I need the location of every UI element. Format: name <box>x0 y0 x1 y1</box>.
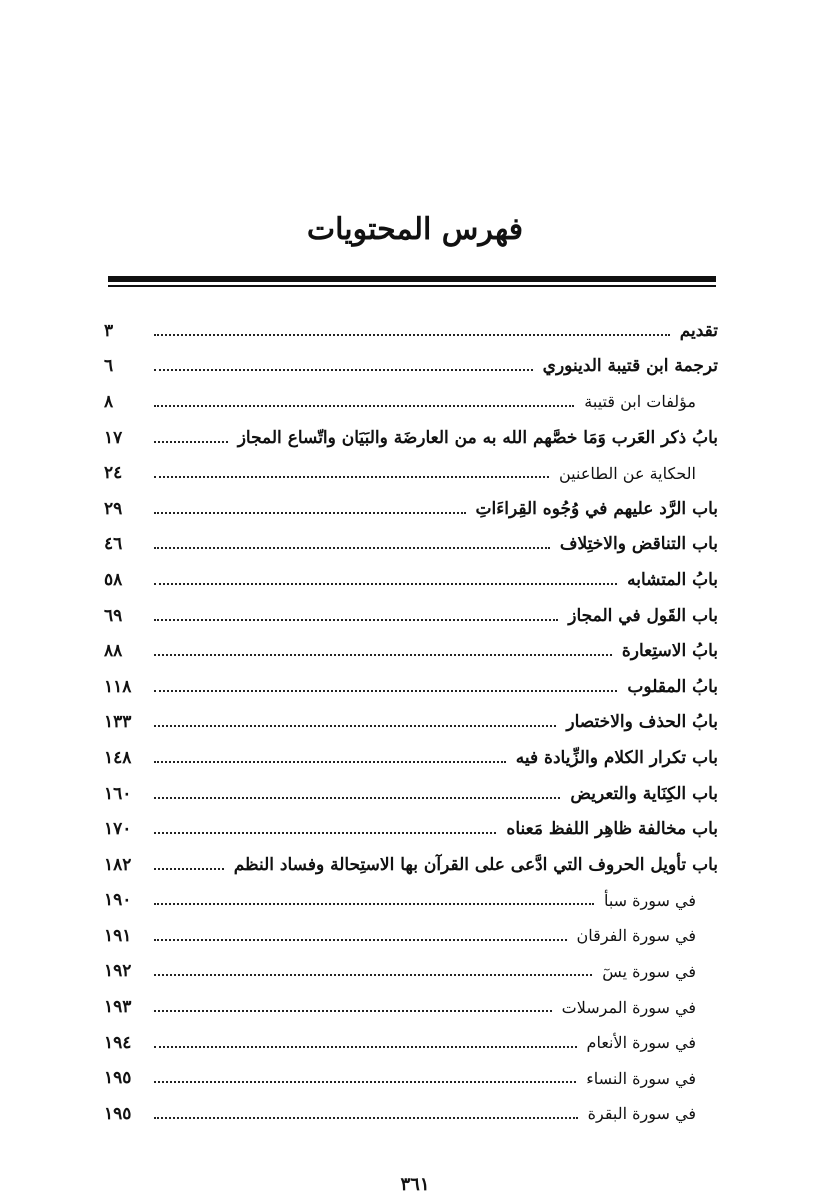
toc-entry-page: ١٣٣ <box>104 712 132 733</box>
toc-entry-title: باب مخالفة ظاهِر اللفظ مَعناه <box>506 819 718 840</box>
toc-entry-title: باب الرَّد عليهم في وُجُوه القِراءَاتِ <box>475 498 718 519</box>
dot-leader <box>154 903 594 905</box>
toc-entry-page: ١٩٣ <box>104 997 132 1018</box>
toc-entry <box>100 562 718 598</box>
toc-entry-title: في سورة النساء <box>586 1068 696 1088</box>
toc-entry <box>100 598 718 634</box>
toc-entry <box>100 705 718 741</box>
toc-entry-page: ٢٩ <box>104 498 123 519</box>
toc-entry-page: ١٩٠ <box>104 890 132 911</box>
toc-entry-title: باب تأويل الحروف التي ادَّعى على القرآن بها الاستِحالة وفساد النظم <box>233 854 718 875</box>
toc-entry-title: في سورة يسٓ <box>602 961 696 981</box>
dot-leader <box>154 1081 576 1083</box>
toc-entry-page: ٦٩ <box>104 605 123 626</box>
toc-entry-page: ٢٤ <box>104 463 123 484</box>
toc-entry <box>100 918 718 954</box>
toc-entry-page: ١٨٢ <box>104 854 132 875</box>
toc-entry <box>100 491 718 527</box>
toc-entry-title: تقديم <box>679 320 718 341</box>
toc-entry <box>100 883 718 919</box>
dot-leader <box>154 725 556 727</box>
toc-entry-title: بابُ ذكر العَرب وَمَا خصَّهم الله به من العارضَة والبَيَان واتّساع المجاز <box>237 427 718 448</box>
toc-entry-title: بابُ المتشابه <box>627 569 718 590</box>
dot-leader <box>154 868 224 870</box>
title-rule-thin <box>108 285 716 287</box>
dot-leader <box>154 654 612 656</box>
toc-entry <box>100 1096 718 1132</box>
toc-entry <box>100 811 718 847</box>
dot-leader <box>154 832 496 834</box>
dot-leader <box>154 583 617 585</box>
toc-entry-title: ترجمة ابن قتيبة الدينوري <box>542 356 718 377</box>
title-rule-thick <box>108 276 716 282</box>
toc-entry-page: ١١٨ <box>104 676 132 697</box>
dot-leader <box>154 1117 578 1119</box>
toc-entry-title: الحكاية عن الطاعنين <box>559 463 696 483</box>
toc-entry <box>100 633 718 669</box>
toc-entry-page: ١٦٠ <box>104 783 132 804</box>
dot-leader <box>154 690 617 692</box>
dot-leader <box>154 441 228 443</box>
dot-leader <box>154 369 533 371</box>
toc-entry-page: ٥٨ <box>104 569 123 590</box>
dot-leader <box>154 1010 552 1012</box>
toc-entry-page: ١٩١ <box>104 925 132 946</box>
dot-leader <box>154 619 558 621</box>
toc-entry <box>100 1060 718 1096</box>
toc-entry-page: ١٩٢ <box>104 961 132 982</box>
toc-entry-title: بابُ المقلوب <box>627 676 718 697</box>
toc-entry-page: ٦ <box>104 356 114 377</box>
toc-entry-page: ١٤٨ <box>104 747 132 768</box>
toc-entry <box>100 384 718 420</box>
toc-entry <box>100 669 718 705</box>
toc-entry <box>100 740 718 776</box>
toc-entry <box>100 420 718 456</box>
toc-entry-title: بابُ الاستِعارة <box>621 641 718 662</box>
toc-entry <box>100 1025 718 1061</box>
toc-entry-title: باب التناقض والاختِلاف <box>559 534 718 555</box>
dot-leader <box>154 334 670 336</box>
toc-entry <box>100 313 718 349</box>
toc-entry <box>100 989 718 1025</box>
toc-entry <box>100 527 718 563</box>
dot-leader <box>154 512 466 514</box>
toc-entry <box>100 455 718 491</box>
toc-entry-page: ١٩٤ <box>104 1032 132 1053</box>
table-of-contents <box>100 313 718 1132</box>
page-number: ٣٦١ <box>400 1174 430 1195</box>
toc-entry-title: باب الكِنَاية والتعريض <box>570 783 718 804</box>
page-title: فهرس المحتويات <box>306 212 524 247</box>
toc-entry-title: في سورة البقرة <box>587 1104 696 1124</box>
toc-entry <box>100 954 718 990</box>
toc-entry-title: في سورة سبأ <box>603 890 696 910</box>
toc-entry-page: ١٧ <box>104 427 123 448</box>
toc-entry-title: في سورة المرسلات <box>561 997 696 1017</box>
dot-leader <box>154 405 574 407</box>
toc-entry-page: ٨٨ <box>104 641 123 662</box>
toc-entry-title: مؤلفات ابن قتيبة <box>584 392 696 412</box>
toc-entry <box>100 349 718 385</box>
toc-entry-page: ٤٦ <box>104 534 123 555</box>
dot-leader <box>154 1046 577 1048</box>
dot-leader <box>154 476 549 478</box>
toc-entry-page: ١٧٠ <box>104 819 132 840</box>
dot-leader <box>154 797 560 799</box>
toc-entry-title: باب تكرار الكلام والزِّيادة فيه <box>515 747 718 768</box>
toc-entry-title: باب القَول في المجاز <box>568 605 718 626</box>
toc-entry-page: ١٩٥ <box>104 1068 132 1089</box>
dot-leader <box>154 761 506 763</box>
toc-entry <box>100 776 718 812</box>
dot-leader <box>154 939 567 941</box>
toc-entry-page: ١٩٥ <box>104 1103 132 1124</box>
dot-leader <box>154 974 592 976</box>
dot-leader <box>154 547 550 549</box>
toc-entry-title: في سورة الأنعام <box>586 1033 696 1053</box>
toc-entry-page: ٨ <box>104 391 114 412</box>
toc-entry <box>100 847 718 883</box>
toc-entry-page: ٣ <box>104 320 114 341</box>
toc-entry-title: بابُ الحذف والاختصار <box>566 712 718 733</box>
toc-entry-title: في سورة الفرقان <box>576 926 696 946</box>
